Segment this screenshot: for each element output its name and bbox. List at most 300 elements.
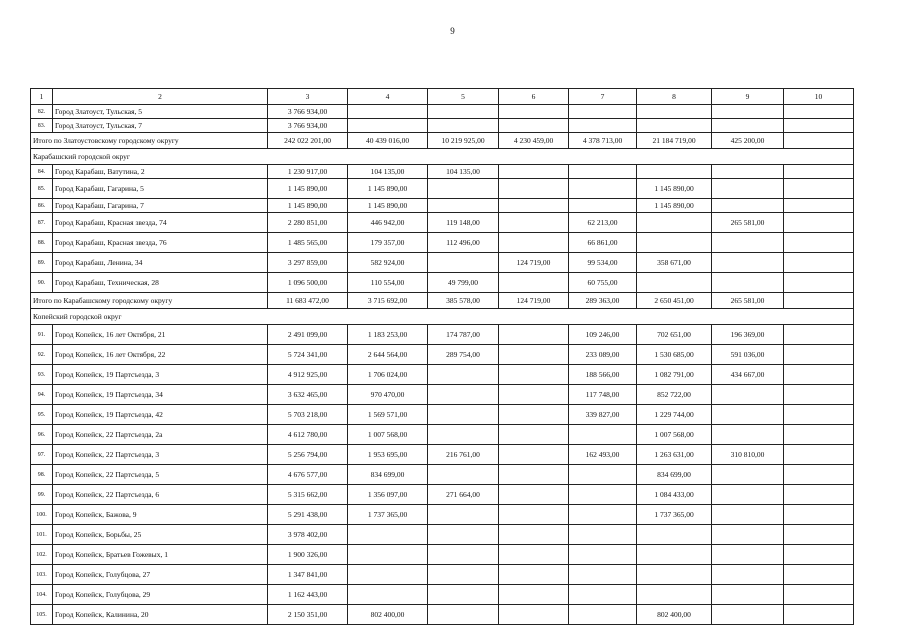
- address-cell: Город Карабаш, Ленина, 34: [53, 253, 268, 273]
- amount-cell: [784, 199, 854, 213]
- column-header: 7: [569, 89, 637, 105]
- address-cell: Город Карабаш, Ватутина, 2: [53, 165, 268, 179]
- amount-cell: [784, 233, 854, 253]
- amount-cell: 4 912 925,00: [268, 365, 348, 385]
- address-cell: Город Златоуст, Тульская, 7: [53, 119, 268, 133]
- amount-cell: [428, 405, 499, 425]
- amount-cell: 188 566,00: [569, 365, 637, 385]
- amount-cell: 1 007 568,00: [637, 425, 712, 445]
- amount-cell: 265 581,00: [712, 213, 784, 233]
- amount-cell: 1 145 890,00: [637, 199, 712, 213]
- amount-cell: [784, 465, 854, 485]
- row-number: 82.: [31, 105, 53, 119]
- amount-cell: [712, 385, 784, 405]
- amount-cell: [569, 465, 637, 485]
- amount-cell: [569, 165, 637, 179]
- amount-cell: [499, 345, 569, 365]
- amount-cell: [712, 165, 784, 179]
- amount-cell: [499, 605, 569, 625]
- amount-cell: [499, 119, 569, 133]
- amount-cell: 1 082 791,00: [637, 365, 712, 385]
- amount-cell: 802 400,00: [637, 605, 712, 625]
- amount-cell: 852 722,00: [637, 385, 712, 405]
- total-cell: 3 715 692,00: [348, 293, 428, 309]
- table-row: [31, 199, 854, 213]
- amount-cell: 110 554,00: [348, 273, 428, 293]
- amount-cell: 1 530 685,00: [637, 345, 712, 365]
- amount-cell: 3 766 934,00: [268, 105, 348, 119]
- amount-cell: 2 491 099,00: [268, 325, 348, 345]
- table-row: [31, 325, 854, 345]
- amount-cell: 5 703 218,00: [268, 405, 348, 425]
- table-row: [31, 545, 854, 565]
- amount-cell: [637, 273, 712, 293]
- address-cell: Город Карабаш, Красная звезда, 76: [53, 233, 268, 253]
- amount-cell: [712, 199, 784, 213]
- amount-cell: 434 667,00: [712, 365, 784, 385]
- amount-cell: [784, 213, 854, 233]
- column-header: 9: [712, 89, 784, 105]
- amount-cell: [569, 565, 637, 585]
- table-row: [31, 165, 854, 179]
- row-number: 94.: [31, 385, 53, 405]
- amount-cell: [428, 425, 499, 445]
- amount-cell: 358 671,00: [637, 253, 712, 273]
- amount-cell: 834 699,00: [348, 465, 428, 485]
- amount-cell: [428, 365, 499, 385]
- total-cell: 11 683 472,00: [268, 293, 348, 309]
- address-cell: Город Златоуст, Тульская, 5: [53, 105, 268, 119]
- section-title: Копейский городской округ: [31, 309, 854, 325]
- address-cell: Город Копейск, Голубцова, 29: [53, 585, 268, 605]
- total-row: [31, 293, 854, 309]
- table-row: [31, 119, 854, 133]
- amount-cell: [428, 253, 499, 273]
- address-cell: Город Карабаш, Техническая, 28: [53, 273, 268, 293]
- amount-cell: 1 706 024,00: [348, 365, 428, 385]
- amount-cell: [569, 199, 637, 213]
- amount-cell: [712, 105, 784, 119]
- row-number: 95.: [31, 405, 53, 425]
- table-row: [31, 565, 854, 585]
- amount-cell: [499, 325, 569, 345]
- address-cell: Город Копейск, Бажова, 9: [53, 505, 268, 525]
- table-row: [31, 213, 854, 233]
- amount-cell: [499, 465, 569, 485]
- amount-cell: [784, 565, 854, 585]
- column-header: 3: [268, 89, 348, 105]
- amount-cell: [569, 105, 637, 119]
- section-title: Карабашский городской округ: [31, 149, 854, 165]
- total-cell: 124 719,00: [499, 293, 569, 309]
- amount-cell: 4 676 577,00: [268, 465, 348, 485]
- amount-cell: 2 280 851,00: [268, 213, 348, 233]
- table-row: [31, 585, 854, 605]
- table-row: [31, 105, 854, 119]
- amount-cell: 1 737 365,00: [348, 505, 428, 525]
- amount-cell: 109 246,00: [569, 325, 637, 345]
- address-cell: Город Копейск, 22 Партсъезда, 5: [53, 465, 268, 485]
- amount-cell: 174 787,00: [428, 325, 499, 345]
- amount-cell: 1 569 571,00: [348, 405, 428, 425]
- amount-cell: [348, 119, 428, 133]
- table-row: [31, 525, 854, 545]
- amount-cell: 196 369,00: [712, 325, 784, 345]
- amount-cell: [569, 545, 637, 565]
- row-number: 96.: [31, 425, 53, 445]
- amount-cell: [499, 199, 569, 213]
- amount-cell: 1 096 500,00: [268, 273, 348, 293]
- amount-cell: [784, 105, 854, 119]
- amount-cell: 446 942,00: [348, 213, 428, 233]
- amount-cell: 1 356 097,00: [348, 485, 428, 505]
- total-cell: 242 022 201,00: [268, 133, 348, 149]
- table-row: [31, 233, 854, 253]
- amount-cell: 1 737 365,00: [637, 505, 712, 525]
- table-row: [31, 425, 854, 445]
- amount-cell: [637, 119, 712, 133]
- amount-cell: [499, 365, 569, 385]
- table-row: [31, 485, 854, 505]
- table-row: [31, 405, 854, 425]
- amount-cell: 5 315 662,00: [268, 485, 348, 505]
- amount-cell: [784, 445, 854, 465]
- amount-cell: [784, 253, 854, 273]
- amount-cell: [712, 485, 784, 505]
- table-row: [31, 273, 854, 293]
- row-number: 91.: [31, 325, 53, 345]
- amount-cell: [499, 273, 569, 293]
- amount-cell: 2 644 564,00: [348, 345, 428, 365]
- amount-cell: [784, 385, 854, 405]
- amount-cell: [569, 485, 637, 505]
- amount-cell: 289 754,00: [428, 345, 499, 365]
- table-row: [31, 179, 854, 199]
- address-cell: Город Карабаш, Красная звезда, 74: [53, 213, 268, 233]
- amount-cell: 1 953 695,00: [348, 445, 428, 465]
- table-row: [31, 345, 854, 365]
- amount-cell: [637, 165, 712, 179]
- amount-cell: [569, 119, 637, 133]
- amount-cell: 179 357,00: [348, 233, 428, 253]
- amount-cell: [499, 233, 569, 253]
- table-row: [31, 505, 854, 525]
- amount-cell: [348, 525, 428, 545]
- amount-cell: 1 263 631,00: [637, 445, 712, 465]
- amount-cell: 162 493,00: [569, 445, 637, 465]
- address-cell: Город Копейск, Борьбы, 25: [53, 525, 268, 545]
- row-number: 93.: [31, 365, 53, 385]
- row-number: 83.: [31, 119, 53, 133]
- amount-cell: 1 229 744,00: [637, 405, 712, 425]
- total-cell: [784, 133, 854, 149]
- amount-cell: [712, 273, 784, 293]
- amount-cell: [784, 425, 854, 445]
- column-header: 2: [53, 89, 268, 105]
- amount-cell: [499, 105, 569, 119]
- amount-cell: [499, 545, 569, 565]
- amount-cell: [637, 213, 712, 233]
- amount-cell: 124 719,00: [499, 253, 569, 273]
- amount-cell: 702 651,00: [637, 325, 712, 345]
- total-cell: 265 581,00: [712, 293, 784, 309]
- amount-cell: [348, 545, 428, 565]
- amount-cell: 271 664,00: [428, 485, 499, 505]
- amount-cell: 1 007 568,00: [348, 425, 428, 445]
- amount-cell: [428, 179, 499, 199]
- amount-cell: [784, 405, 854, 425]
- amount-cell: [569, 179, 637, 199]
- row-number: 105.: [31, 605, 53, 625]
- address-cell: Город Копейск, 16 лет Октября, 22: [53, 345, 268, 365]
- amount-cell: [428, 605, 499, 625]
- amount-cell: 1 347 841,00: [268, 565, 348, 585]
- amount-cell: [712, 253, 784, 273]
- row-number: 87.: [31, 213, 53, 233]
- amount-cell: [428, 585, 499, 605]
- table-row: [31, 365, 854, 385]
- amount-cell: [784, 365, 854, 385]
- total-cell: 2 650 451,00: [637, 293, 712, 309]
- page-number: 9: [450, 26, 455, 36]
- amount-cell: [428, 119, 499, 133]
- section-row: [31, 149, 854, 165]
- address-cell: Город Копейск, 22 Партсъезда, 3: [53, 445, 268, 465]
- amount-cell: [499, 525, 569, 545]
- address-cell: Город Копейск, 19 Партсъезда, 34: [53, 385, 268, 405]
- amount-cell: [428, 199, 499, 213]
- total-cell: [784, 293, 854, 309]
- amount-cell: [712, 605, 784, 625]
- amount-cell: 104 135,00: [348, 165, 428, 179]
- amount-cell: 1 230 917,00: [268, 165, 348, 179]
- amount-cell: 802 400,00: [348, 605, 428, 625]
- amount-cell: [784, 325, 854, 345]
- total-label: Итого по Златоустовскому городскому округу: [31, 133, 268, 149]
- amount-cell: [712, 545, 784, 565]
- amount-cell: [428, 465, 499, 485]
- amount-cell: 1 145 890,00: [637, 179, 712, 199]
- amount-cell: 5 256 794,00: [268, 445, 348, 465]
- amount-cell: 834 699,00: [637, 465, 712, 485]
- row-number: 97.: [31, 445, 53, 465]
- amount-cell: [712, 119, 784, 133]
- amount-cell: [569, 505, 637, 525]
- amount-cell: [569, 605, 637, 625]
- amount-cell: [569, 525, 637, 545]
- amount-cell: [428, 105, 499, 119]
- total-cell: 40 439 016,00: [348, 133, 428, 149]
- row-number: 103.: [31, 565, 53, 585]
- amount-cell: [637, 233, 712, 253]
- amount-cell: [348, 585, 428, 605]
- address-cell: Город Карабаш, Гагарина, 7: [53, 199, 268, 213]
- table-row: [31, 385, 854, 405]
- total-cell: 4 230 459,00: [499, 133, 569, 149]
- row-number: 92.: [31, 345, 53, 365]
- amount-cell: [637, 105, 712, 119]
- amount-cell: [712, 179, 784, 199]
- amount-cell: [569, 585, 637, 605]
- amount-cell: [784, 525, 854, 545]
- amount-cell: [428, 565, 499, 585]
- amount-cell: 310 810,00: [712, 445, 784, 465]
- amount-cell: 1 162 443,00: [268, 585, 348, 605]
- column-header: 5: [428, 89, 499, 105]
- amount-cell: [348, 105, 428, 119]
- amount-cell: [784, 605, 854, 625]
- amount-cell: [784, 585, 854, 605]
- row-number: 86.: [31, 199, 53, 213]
- table-row: [31, 445, 854, 465]
- table-row: [31, 253, 854, 273]
- address-cell: Город Копейск, Братьев Гожевых, 1: [53, 545, 268, 565]
- address-cell: Город Копейск, 22 Партсъезда, 6: [53, 485, 268, 505]
- amount-cell: 3 632 465,00: [268, 385, 348, 405]
- amount-cell: [499, 585, 569, 605]
- amount-cell: [784, 505, 854, 525]
- row-number: 99.: [31, 485, 53, 505]
- amount-cell: 49 799,00: [428, 273, 499, 293]
- table-row: [31, 465, 854, 485]
- amount-cell: 591 036,00: [712, 345, 784, 365]
- amount-cell: [637, 545, 712, 565]
- amount-cell: 62 213,00: [569, 213, 637, 233]
- amount-cell: 339 827,00: [569, 405, 637, 425]
- amount-cell: [499, 425, 569, 445]
- amount-cell: [499, 213, 569, 233]
- amount-cell: [784, 273, 854, 293]
- address-cell: Город Копейск, 22 Партсъезда, 2а: [53, 425, 268, 445]
- total-row: [31, 133, 854, 149]
- row-number: 89.: [31, 253, 53, 273]
- amount-cell: [784, 485, 854, 505]
- column-header: 1: [31, 89, 53, 105]
- amount-cell: [712, 505, 784, 525]
- total-cell: 289 363,00: [569, 293, 637, 309]
- row-number: 85.: [31, 179, 53, 199]
- row-number: 104.: [31, 585, 53, 605]
- total-cell: 425 200,00: [712, 133, 784, 149]
- amount-cell: [712, 465, 784, 485]
- total-cell: 385 578,00: [428, 293, 499, 309]
- table-header-row: [31, 89, 854, 105]
- row-number: 88.: [31, 233, 53, 253]
- row-number: 84.: [31, 165, 53, 179]
- amount-cell: [499, 485, 569, 505]
- amount-cell: 119 148,00: [428, 213, 499, 233]
- total-label: Итого по Карабашскому городскому округу: [31, 293, 268, 309]
- amount-cell: 3 297 859,00: [268, 253, 348, 273]
- amount-cell: 2 150 351,00: [268, 605, 348, 625]
- total-cell: 21 184 719,00: [637, 133, 712, 149]
- total-cell: 10 219 925,00: [428, 133, 499, 149]
- amount-cell: 582 924,00: [348, 253, 428, 273]
- amount-cell: 117 748,00: [569, 385, 637, 405]
- amount-cell: [712, 565, 784, 585]
- total-cell: 4 378 713,00: [569, 133, 637, 149]
- amount-cell: 216 761,00: [428, 445, 499, 465]
- amount-cell: 1 145 890,00: [268, 179, 348, 199]
- amount-cell: [569, 425, 637, 445]
- amount-cell: 1 084 433,00: [637, 485, 712, 505]
- column-header: 8: [637, 89, 712, 105]
- amount-cell: 3 766 934,00: [268, 119, 348, 133]
- address-cell: Город Копейск, 19 Партсъезда, 3: [53, 365, 268, 385]
- amount-cell: [428, 385, 499, 405]
- row-number: 90.: [31, 273, 53, 293]
- amount-cell: [499, 565, 569, 585]
- amount-cell: 5 291 438,00: [268, 505, 348, 525]
- amount-cell: 1 485 565,00: [268, 233, 348, 253]
- amount-cell: [428, 545, 499, 565]
- amount-cell: 99 534,00: [569, 253, 637, 273]
- amount-cell: 1 183 253,00: [348, 325, 428, 345]
- amount-cell: [784, 179, 854, 199]
- amount-cell: [712, 405, 784, 425]
- amount-cell: [637, 585, 712, 605]
- address-cell: Город Копейск, 19 Партсъезда, 42: [53, 405, 268, 425]
- row-number: 98.: [31, 465, 53, 485]
- amount-cell: 60 755,00: [569, 273, 637, 293]
- amount-cell: [637, 565, 712, 585]
- amount-cell: [637, 525, 712, 545]
- row-number: 102.: [31, 545, 53, 565]
- amount-cell: 4 612 780,00: [268, 425, 348, 445]
- amount-cell: [428, 525, 499, 545]
- row-number: 101.: [31, 525, 53, 545]
- amount-cell: 3 978 402,00: [268, 525, 348, 545]
- amount-cell: [499, 445, 569, 465]
- amount-cell: [712, 425, 784, 445]
- amount-cell: 104 135,00: [428, 165, 499, 179]
- amount-cell: 1 145 890,00: [348, 199, 428, 213]
- table-row: [31, 605, 854, 625]
- amount-cell: [712, 233, 784, 253]
- column-header: 6: [499, 89, 569, 105]
- section-row: [31, 309, 854, 325]
- amount-cell: 970 470,00: [348, 385, 428, 405]
- address-cell: Город Карабаш, Гагарина, 5: [53, 179, 268, 199]
- amount-cell: 5 724 341,00: [268, 345, 348, 365]
- amount-cell: 1 145 890,00: [348, 179, 428, 199]
- amount-cell: 233 089,00: [569, 345, 637, 365]
- amount-cell: 66 861,00: [569, 233, 637, 253]
- amount-cell: 112 496,00: [428, 233, 499, 253]
- amount-cell: [784, 545, 854, 565]
- amount-cell: [499, 405, 569, 425]
- amount-cell: [712, 585, 784, 605]
- amount-cell: [348, 565, 428, 585]
- amount-cell: 1 145 890,00: [268, 199, 348, 213]
- amount-cell: [499, 179, 569, 199]
- amount-cell: [784, 345, 854, 365]
- address-cell: Город Копейск, Голубцова, 27: [53, 565, 268, 585]
- amount-cell: 1 900 326,00: [268, 545, 348, 565]
- amount-cell: [499, 385, 569, 405]
- data-table: [30, 88, 854, 625]
- column-header: 10: [784, 89, 854, 105]
- address-cell: Город Копейск, 16 лет Октября, 21: [53, 325, 268, 345]
- amount-cell: [499, 505, 569, 525]
- column-header: 4: [348, 89, 428, 105]
- address-cell: Город Копейск, Калинина, 20: [53, 605, 268, 625]
- amount-cell: [784, 165, 854, 179]
- row-number: 100.: [31, 505, 53, 525]
- amount-cell: [712, 525, 784, 545]
- amount-cell: [499, 165, 569, 179]
- amount-cell: [784, 119, 854, 133]
